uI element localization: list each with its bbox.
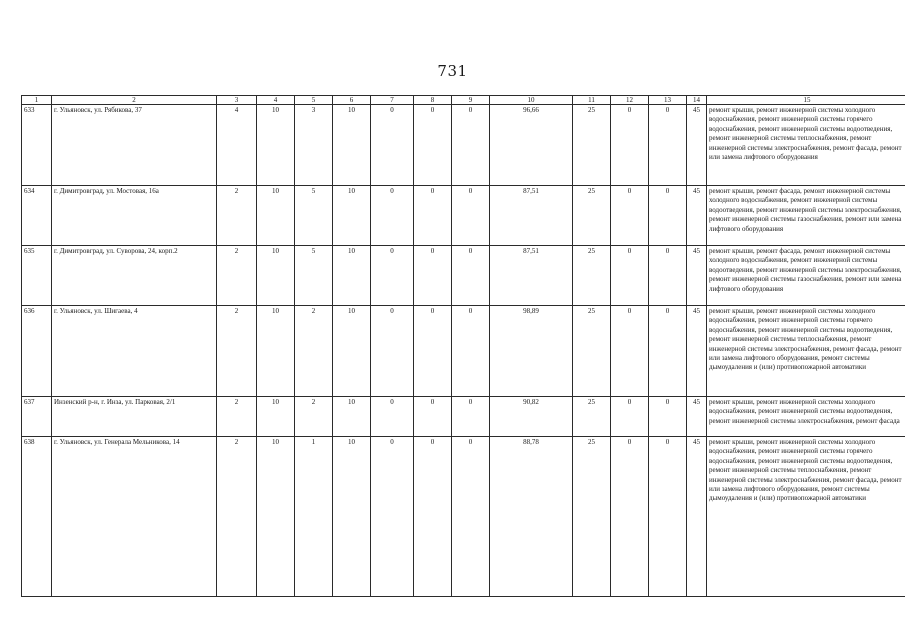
value-cell: 0 — [611, 246, 649, 306]
value-cell: 90,82 — [490, 397, 573, 437]
header-cell: 5 — [295, 96, 333, 105]
value-cell: 10 — [333, 246, 371, 306]
work-description: ремонт крыши, ремонт фасада, ремонт инженерной системы холодного водоснабжения, ремонт инженерной системы водоотведения, ремонт инженерной системы электроснабжения, ремонт инженерной системы газоснабжения, ремонт или замена лифтового оборудования — [707, 186, 905, 246]
value-cell: 2 — [295, 397, 333, 437]
row-number: 636 — [22, 306, 52, 397]
value-cell: 10 — [257, 437, 295, 597]
value-cell: 25 — [573, 186, 611, 246]
value-cell: 3 — [295, 105, 333, 186]
value-cell: 45 — [687, 246, 707, 306]
row-number: 633 — [22, 105, 52, 186]
value-cell: 0 — [611, 186, 649, 246]
value-cell: 2 — [217, 186, 257, 246]
value-cell: 0 — [649, 437, 687, 597]
value-cell: 10 — [257, 186, 295, 246]
row-number: 637 — [22, 397, 52, 437]
value-cell: 0 — [452, 437, 490, 597]
table-row — [22, 186, 905, 246]
value-cell: 0 — [452, 186, 490, 246]
address-cell: г. Ульяновск, ул. Шигаева, 4 — [52, 306, 217, 397]
value-cell: 0 — [414, 246, 452, 306]
value-cell: 0 — [649, 397, 687, 437]
repair-program-table — [21, 95, 905, 597]
value-cell: 45 — [687, 397, 707, 437]
page-number: 731 — [437, 62, 468, 80]
value-cell: 10 — [333, 397, 371, 437]
value-cell: 10 — [257, 246, 295, 306]
value-cell: 10 — [257, 306, 295, 397]
value-cell: 25 — [573, 397, 611, 437]
value-cell: 0 — [414, 186, 452, 246]
header-cell: 7 — [371, 96, 414, 105]
value-cell: 0 — [452, 105, 490, 186]
header-cell: 13 — [649, 96, 687, 105]
address-cell: г. Димитровград, ул. Мостовая, 16а — [52, 186, 217, 246]
value-cell: 0 — [649, 246, 687, 306]
value-cell: 0 — [611, 306, 649, 397]
value-cell: 45 — [687, 186, 707, 246]
value-cell: 2 — [217, 306, 257, 397]
header-cell: 6 — [333, 96, 371, 105]
value-cell: 0 — [611, 397, 649, 437]
value-cell: 2 — [217, 437, 257, 597]
value-cell: 0 — [649, 306, 687, 397]
value-cell: 4 — [217, 105, 257, 186]
value-cell: 0 — [414, 397, 452, 437]
column-number-row — [22, 96, 905, 105]
value-cell: 10 — [333, 306, 371, 397]
header-cell: 4 — [257, 96, 295, 105]
value-cell: 10 — [333, 186, 371, 246]
address-cell: г. Димитровград, ул. Суворова, 24, корп.2 — [52, 246, 217, 306]
value-cell: 10 — [333, 437, 371, 597]
value-cell: 0 — [371, 437, 414, 597]
header-cell: 1 — [22, 96, 52, 105]
table-row — [22, 306, 905, 397]
value-cell: 2 — [217, 397, 257, 437]
header-cell: 15 — [707, 96, 905, 105]
value-cell: 25 — [573, 105, 611, 186]
row-number: 635 — [22, 246, 52, 306]
value-cell: 0 — [371, 105, 414, 186]
value-cell: 0 — [649, 186, 687, 246]
value-cell: 0 — [452, 306, 490, 397]
value-cell: 10 — [333, 105, 371, 186]
value-cell: 25 — [573, 246, 611, 306]
value-cell: 0 — [371, 186, 414, 246]
value-cell: 87,51 — [490, 246, 573, 306]
row-number: 638 — [22, 437, 52, 597]
value-cell: 2 — [217, 246, 257, 306]
value-cell: 0 — [414, 306, 452, 397]
value-cell: 0 — [414, 105, 452, 186]
header-cell: 12 — [611, 96, 649, 105]
value-cell: 2 — [295, 306, 333, 397]
value-cell: 45 — [687, 437, 707, 597]
value-cell: 5 — [295, 186, 333, 246]
table-row — [22, 246, 905, 306]
work-description: ремонт крыши, ремонт инженерной системы холодного водоснабжения, ремонт инженерной системы водоотведения, ремонт инженерной системы электроснабжения, ремонт фасада — [707, 397, 905, 437]
value-cell: 25 — [573, 437, 611, 597]
header-cell: 8 — [414, 96, 452, 105]
value-cell: 0 — [452, 397, 490, 437]
value-cell: 0 — [371, 246, 414, 306]
value-cell: 96,66 — [490, 105, 573, 186]
table-row — [22, 105, 905, 186]
value-cell: 98,89 — [490, 306, 573, 397]
value-cell: 10 — [257, 105, 295, 186]
row-number: 634 — [22, 186, 52, 246]
address-cell: г. Ульяновск, ул. Генерала Мельникова, 14 — [52, 437, 217, 597]
value-cell: 0 — [452, 246, 490, 306]
value-cell: 45 — [687, 306, 707, 397]
header-cell: 10 — [490, 96, 573, 105]
header-cell: 2 — [52, 96, 217, 105]
address-cell: Инзенский р-н, г. Инза, ул. Парковая, 2/1 — [52, 397, 217, 437]
value-cell: 0 — [371, 306, 414, 397]
value-cell: 25 — [573, 306, 611, 397]
header-cell: 11 — [573, 96, 611, 105]
value-cell: 45 — [687, 105, 707, 186]
work-description: ремонт крыши, ремонт инженерной системы холодного водоснабжения, ремонт инженерной системы горячего водоснабжения, ремонт инженерной системы водоотведения, ремонт инженерной системы теплоснабжения, ремонт инженерной системы электроснабжения, ремонт фасада, ремонт или замена лифтового оборудования — [707, 105, 905, 186]
table-row — [22, 397, 905, 437]
value-cell: 88,78 — [490, 437, 573, 597]
value-cell: 0 — [649, 105, 687, 186]
value-cell: 0 — [611, 437, 649, 597]
work-description: ремонт крыши, ремонт фасада, ремонт инженерной системы холодного водоснабжения, ремонт инженерной системы водоотведения, ремонт инженерной системы электроснабжения, ремонт инженерной системы газоснабжения, ремонт или замена лифтового оборудования — [707, 246, 905, 306]
value-cell: 1 — [295, 437, 333, 597]
value-cell: 5 — [295, 246, 333, 306]
header-cell: 9 — [452, 96, 490, 105]
work-description: ремонт крыши, ремонт инженерной системы холодного водоснабжения, ремонт инженерной системы горячего водоснабжения, ремонт инженерной системы водоотведения, ремонт инженерной системы теплоснабжения, ремонт инженерной системы электроснабжения, ремонт фасада, ремонт или замена лифтового оборудования, ремонт системы дымоудаления и (или) противопожарной автоматики — [707, 437, 905, 597]
value-cell: 0 — [611, 105, 649, 186]
table-row — [22, 437, 905, 597]
value-cell: 0 — [371, 397, 414, 437]
header-cell: 3 — [217, 96, 257, 105]
value-cell: 87,51 — [490, 186, 573, 246]
value-cell: 10 — [257, 397, 295, 437]
address-cell: г. Ульяновск, ул. Рябикова, 37 — [52, 105, 217, 186]
header-cell: 14 — [687, 96, 707, 105]
work-description: ремонт крыши, ремонт инженерной системы холодного водоснабжения, ремонт инженерной системы горячего водоснабжения, ремонт инженерной системы водоотведения, ремонт инженерной системы теплоснабжения, ремонт инженерной системы электроснабжения, ремонт фасада, ремонт или замена лифтового оборудования, ремонт системы дымоудаления и (или) противопожарной автоматики — [707, 306, 905, 397]
value-cell: 0 — [414, 437, 452, 597]
